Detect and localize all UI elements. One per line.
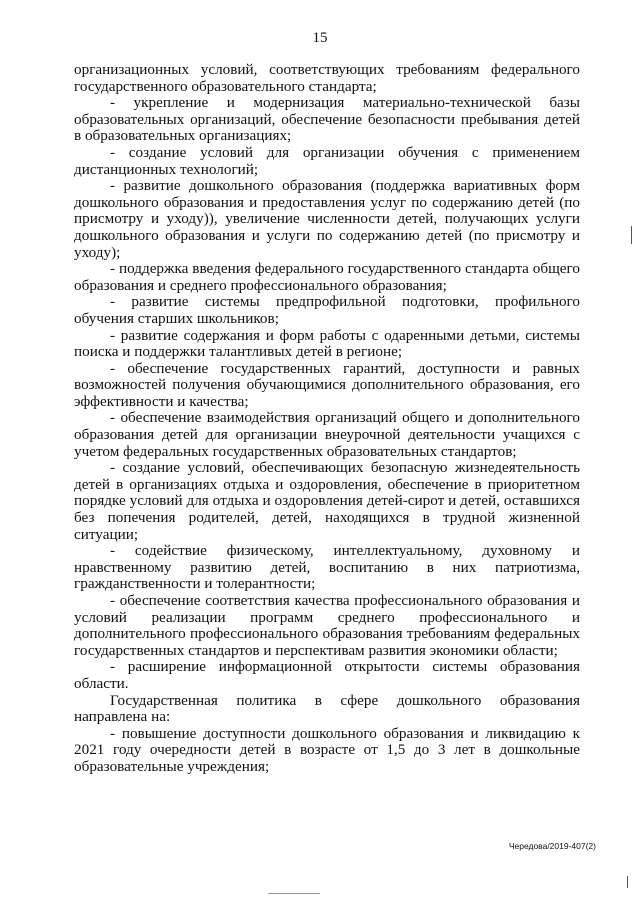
paragraph-12: - расширение информационной открытости системы образования области. xyxy=(74,658,580,692)
footer-document-code: Чередова/2019-407(2) xyxy=(508,841,596,851)
paragraph-1: - укрепление и модернизация материально-технической базы образовательных организаций, обеспечение безопасности пребывания детей в образовательных организациях; xyxy=(74,94,580,145)
paragraph-13: Государственная политика в сфере дошкольного образования направлена на: xyxy=(74,691,580,726)
paragraph-10: - содействие физическому, интеллектуальному, духовному и нравственному развитию детей, воспитанию в них патриотизма, гражданственности и толерантности; xyxy=(74,542,580,593)
page-number: 15 xyxy=(312,30,328,46)
scan-mark-right-upper xyxy=(631,226,632,244)
paragraph-5: - развитие системы предпрофильной подготовки, профильного обучения старших школьников; xyxy=(74,293,580,327)
paragraph-7: - обеспечение государственных гарантий, доступности и равных возможностей получения обучающимися дополнительного образования, его эффективности и качества; xyxy=(74,359,580,410)
paragraph-8: - обеспечение взаимодействия организаций общего и дополнительного образования детей для организации внеурочной деятельности учащихся с учетом федеральных государственных образовательных стандартов; xyxy=(74,409,580,460)
scan-mark-bottom xyxy=(268,893,320,894)
paragraph-9: - создание условий, обеспечивающих безопасную жизнедеятельность детей в организациях отдыха и оздоровления, обеспечение в приоритетном порядке условий для отдыха и оздоровления детей-сирот и детей, оставшихся без попечения родителей, детей, находящихся в трудной жизненной ситуации; xyxy=(74,459,580,543)
paragraph-4: - поддержка введения федерального государственного стандарта общего образования и среднего профессионального образования; xyxy=(74,260,580,294)
paragraph-11: - обеспечение соответствия качества профессионального образования и условий реализации программ среднего профессионального и дополнительного профессионального образования требованиям федеральных государственных стандартов и перспективам развития экономики области; xyxy=(74,592,580,659)
paragraph-6: - развитие содержания и форм работы с одаренными детьми, системы поиска и поддержки талантливых детей в регионе; xyxy=(74,326,580,361)
paragraph-0: организационных условий, соответствующих требованиям федерального государственного образовательного стандарта; xyxy=(74,61,580,95)
body-text xyxy=(74,62,580,776)
paragraph-14: - повышение доступности дошкольного образования и ликвидацию к 2021 году очередности детей в возрасте от 1,5 до 3 лет в дошкольные образовательные учреждения; xyxy=(74,724,580,775)
paragraph-2: - создание условий для организации обучения с применением дистанционных технологий; xyxy=(74,143,580,178)
paragraph-3: - развитие дошкольного образования (поддержка вариативных форм дошкольного образования и предоставления услуг по содержанию детей (по присмотру и уходу)), увеличение численности детей, получающих услуги дошкольного образования и услуги по содержанию детей (по присмотру и уходу); xyxy=(74,177,580,261)
scan-mark-right-lower xyxy=(627,876,628,888)
